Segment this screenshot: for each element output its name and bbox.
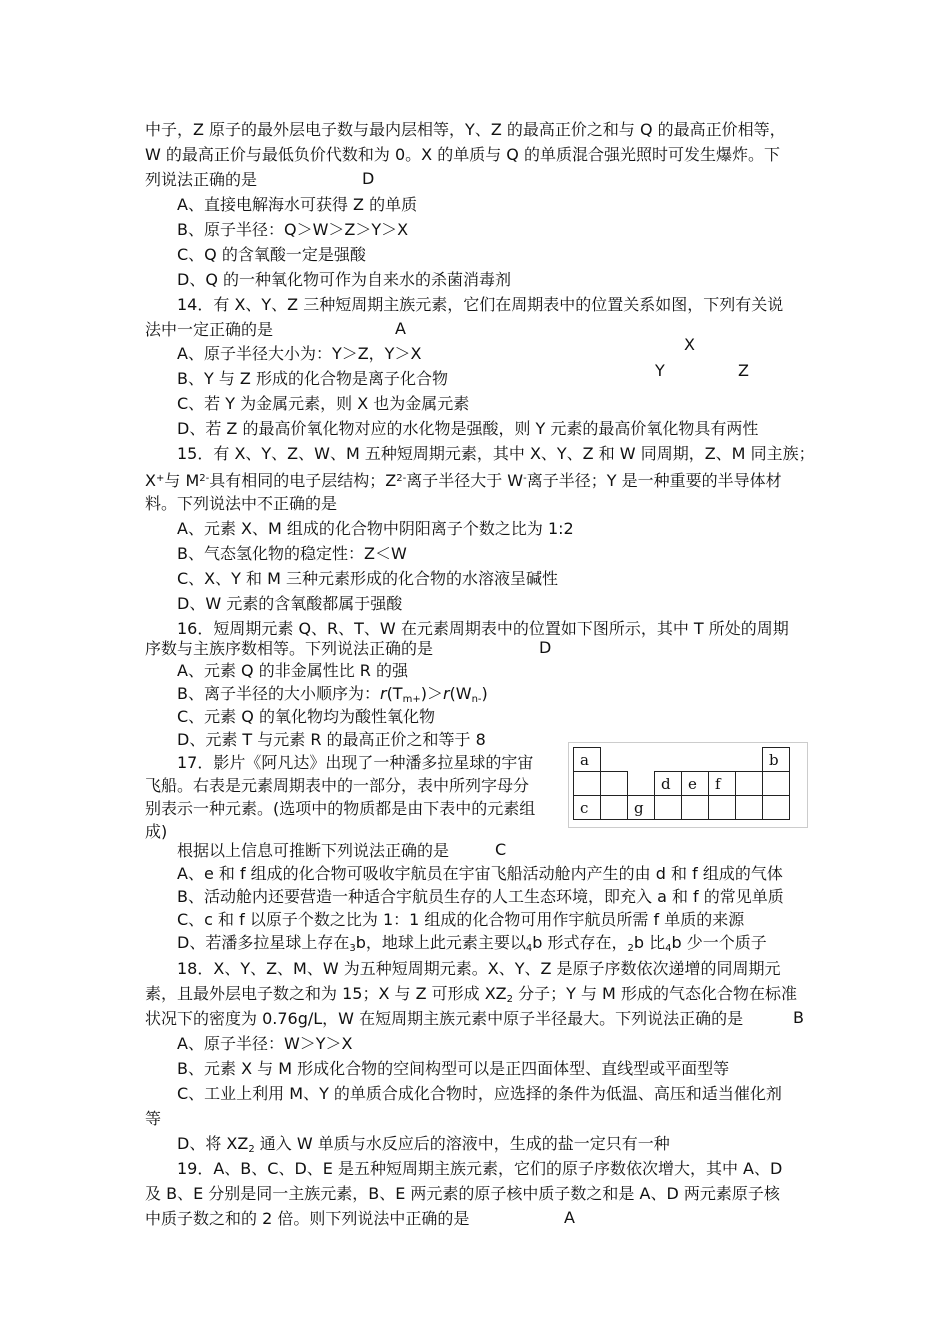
q17-text-line-3: 别表示一种元素。(选项中的物质都是由下表中的元素组: [145, 799, 536, 818]
q14-text-line-2: 法中一定正确的是: [145, 320, 274, 339]
periodic-table-fragment: [573, 747, 790, 820]
q16-text-line-2: 序数与主族序数相等。下列说法正确的是: [145, 639, 434, 658]
cell-g: g: [628, 796, 655, 820]
q19-text-line-2: 及 B、E 分别是同一主族元素，B、E 两元素的原子核中质子数之和是 A、D 两元素原子核: [145, 1184, 780, 1203]
q18-option-b: B、元素 X 与 M 形成化合物的空间构型可以是正四面体型、直线型或平面型等: [177, 1059, 730, 1078]
q15-text-line-3: 料。下列说法中不正确的是: [145, 494, 338, 513]
q18-option-c: C、工业上利用 M、Y 的单质合成化合物时，应选择的条件为低温、高压和适当催化剂: [177, 1084, 782, 1103]
q17-option-d: D、若潘多拉星球上存在$_3$b，地球上此元素主要以$_4$b 形式存在，$_2$b 比$_4$b 少一个质子: [177, 933, 767, 954]
q18-text-line-3: 状况下的密度为 0.76g/L，W 在短周期主族元素中原子半径最大。下列说法正确的是: [145, 1009, 744, 1028]
q13-text-line-2: W 的最高正价与最低负价代数和为 0。X 的单质与 Q 的单质混合强光照时可发生爆炸。下: [145, 145, 780, 164]
cell-e: e: [682, 772, 709, 796]
q17-option-c: C、c 和 f 以原子个数之比为 1：1 组成的化合物可用作宇航员所需 f 单质的来源: [177, 910, 745, 929]
q14-text-line-1: 14．有 X、Y、Z 三种短周期主族元素，它们在周期表中的位置关系如图，下列有关说: [177, 295, 784, 314]
cell-b: b: [763, 748, 790, 772]
q14-answer: A: [395, 319, 406, 338]
q16-text-line-1: 16．短周期元素 Q、R、T、W 在元素周期表中的位置如下图所示，其中 T 所处的周期: [177, 619, 789, 638]
q14-option-d: D、若 Z 的最高价氧化物对应的水化物是强酸，则 Y 元素的最高价氧化物具有两性: [177, 419, 759, 438]
q13-option-d: D、Q 的一种氧化物可作为自来水的杀菌消毒剂: [177, 270, 512, 289]
q14-option-b: B、Y 与 Z 形成的化合物是离子化合物: [177, 369, 448, 388]
q15-option-d: D、W 元素的含氧酸都属于强酸: [177, 594, 403, 613]
q15-option-a: A、元素 X、M 组成的化合物中阴阳离子个数之比为 1:2: [177, 519, 574, 538]
q16-option-c: C、元素 Q 的氧化物均为酸性氧化物: [177, 707, 435, 726]
q15-text-line-2: X+与 $M^{2-}$具有相同的电子层结构；$Z^{2-}$离子半径大于 W-离子半径；Y 是一种重要的半导体材: [145, 471, 782, 490]
q19-answer: A: [564, 1208, 575, 1227]
cell-f: f: [709, 772, 736, 796]
q17-text-line-1: 17．影片《阿凡达》出现了一种潘多拉星球的宇宙: [177, 753, 534, 772]
cell-a: a: [574, 748, 601, 772]
q14-figure-y: Y: [655, 361, 665, 380]
q16-option-d: D、元素 T 与元素 R 的最高正价之和等于 8: [177, 730, 486, 749]
q18-answer: B: [793, 1008, 804, 1027]
q13-answer: D: [362, 169, 375, 188]
q18-text-line-2: 素，且最外层电子数之和为 15；X 与 Z 可形成 $XZ_2$ 分子；Y 与 M 形成的气态化合物在标准: [145, 984, 797, 1005]
q15-option-b: B、气态氢化物的稳定性：Z＜W: [177, 544, 407, 563]
q14-option-c: C、若 Y 为金属元素，则 X 也为金属元素: [177, 394, 470, 413]
q18-option-a: A、原子半径：W＞Y＞X: [177, 1034, 353, 1053]
q17-option-b: B、活动舱内还要营造一种适合宇航员生存的人工生态环境，即充入 a 和 f 的常见单质: [177, 887, 784, 906]
cell-d: d: [655, 772, 682, 796]
q14-figure-z: Z: [738, 361, 749, 380]
q16-option-b: B、离子半径的大小顺序为：$r(T_{m+})>r(W_{n-})$: [177, 684, 488, 705]
q15-text-line-1: 15．有 X、Y、Z、W、M 五种短周期元素，其中 X、Y、Z 和 W 同周期，Z、M 同主族；: [177, 444, 815, 463]
q14-figure-x: X: [684, 335, 695, 354]
q17-text-line-2: 飞船。右表是元素周期表中的一部分，表中所列字母分: [145, 776, 530, 795]
q14-option-a: A、原子半径大小为：Y＞Z，Y＞X: [177, 344, 422, 363]
q13-option-a: A、直接电解海水可获得 Z 的单质: [177, 195, 418, 214]
q17-option-a: A、e 和 f 组成的化合物可吸收宇航员在宇宙飞船活动舱内产生的由 d 和 f 组成的气体: [177, 864, 783, 883]
q18-option-c-cont: 等: [145, 1109, 162, 1128]
q19-text-line-1: 19．A、B、C、D、E 是五种短周期主族元素，它们的原子序数依次增大，其中 A、D: [177, 1159, 783, 1178]
cell-c: c: [574, 796, 601, 820]
q18-option-d: D、将 $XZ_2$ 通入 W 单质与水反应后的溶液中，生成的盐一定只有一种: [177, 1134, 670, 1155]
q18-text-line-1: 18．X、Y、Z、M、W 为五种短周期元素。X、Y、Z 是原子序数依次递增的同周期元: [177, 959, 781, 978]
q17-answer: C: [495, 840, 507, 859]
q13-option-b: B、原子半径：Q＞W＞Z＞Y＞X: [177, 220, 409, 239]
q15-option-c: C、X、Y 和 M 三种元素形成的化合物的水溶液呈碱性: [177, 569, 558, 588]
q19-text-line-3: 中质子数之和的 2 倍。则下列说法中正确的是: [145, 1209, 470, 1228]
q13-text-line-3: 列说法正确的是: [145, 170, 258, 189]
q17-text-line-4: 成): [145, 822, 168, 841]
q16-option-a: A、元素 Q 的非金属性比 R 的强: [177, 661, 409, 680]
q13-option-c: C、Q 的含氧酸一定是强酸: [177, 245, 366, 264]
q13-text-line-1: 中子，Z 原子的最外层电子数与最内层相等，Y、Z 的最高正价之和与 Q 的最高正价相等，: [145, 120, 786, 139]
q17-lead: 根据以上信息可推断下列说法正确的是: [177, 841, 450, 860]
q16-answer: D: [539, 638, 552, 657]
